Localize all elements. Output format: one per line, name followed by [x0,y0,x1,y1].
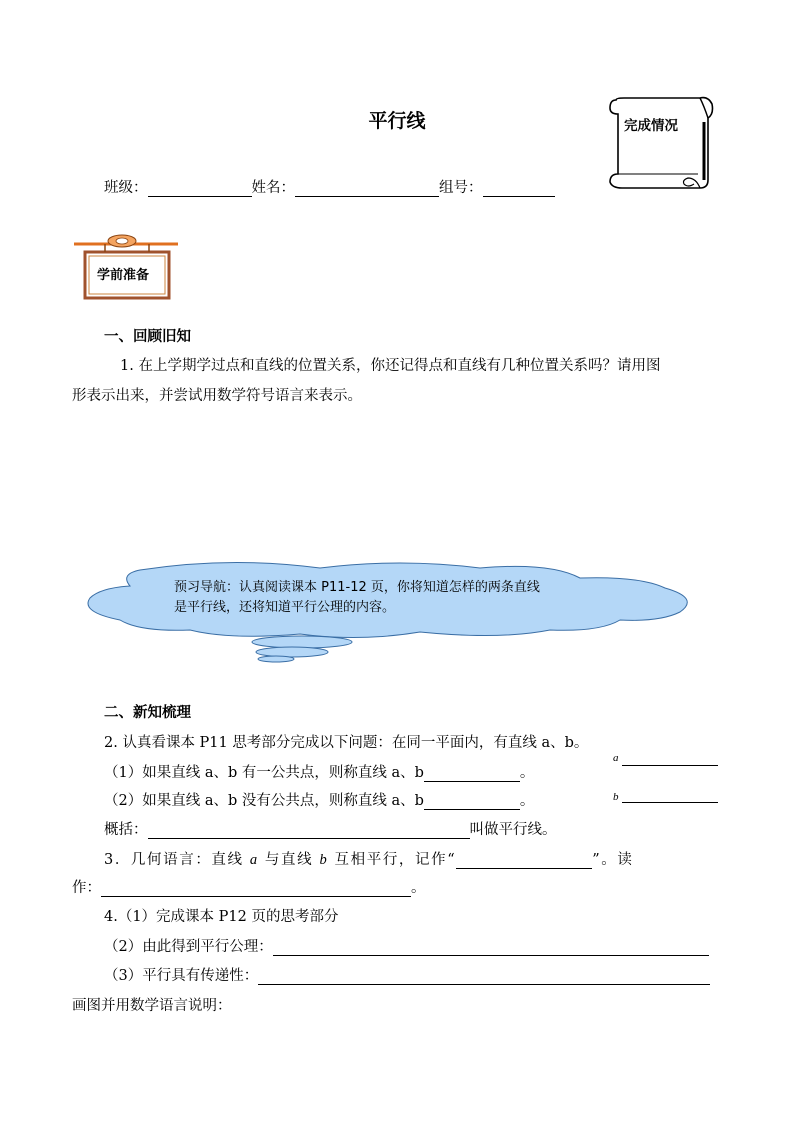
q4-2-blank[interactable] [273,939,709,956]
q2-1-blank[interactable] [424,765,520,782]
q3-start: 3．几何语言：直线 [104,852,244,868]
q4-text: 4.（1）完成课本 P12 页的思考部分 [104,909,339,925]
summary-blank[interactable] [148,822,470,839]
q2-2-text: （2）如果直线 a、b 没有公共点，则称直线 a、b [104,793,424,809]
line-b [622,802,718,803]
draw-instruction: 画图并用数学语言说明： [72,998,232,1014]
q2-1-text: （1）如果直线 a、b 有一公共点，则称直线 a、b [104,765,424,781]
cloud-line1: 预习导航：认真阅读课本 P11-12 页，你将知道怎样的两条直线 [174,580,540,595]
q3-read-row [72,876,426,897]
page-title: 平行线 [368,110,426,132]
q3-read: 作： [72,880,101,896]
q2-2-row [104,789,534,810]
scroll-label: 完成情况 [624,118,678,134]
class-blank[interactable] [148,180,252,197]
name-label: 姓名： [251,180,295,196]
line-a [622,765,718,766]
board-label: 学前准备 [97,268,150,283]
student-info-row [104,176,555,197]
q3-mid2: 互相平行，记作“ [334,852,457,868]
q2-1-period: 。 [519,765,535,781]
q1-line1: 1. 在上学期学过点和直线的位置关系，你还记得点和直线有几种位置关系吗？请用图 [120,358,661,374]
line-a-label: a [613,752,619,764]
q3-mid: 与直线 [264,852,314,868]
q3-a: a [249,852,259,868]
name-blank[interactable] [295,180,439,197]
summary-row [104,818,557,839]
prep-board [72,232,180,302]
section1-heading: 一、回顾旧知 [104,329,191,345]
summary-suffix: 叫做平行线。 [469,822,557,838]
q3-read-blank[interactable] [101,880,411,897]
summary-label: 概括： [104,822,148,838]
q3-row [104,848,633,869]
q3-b: b [319,852,329,868]
q4-3-blank[interactable] [258,968,710,985]
q3-read-period: 。 [411,880,426,896]
group-label: 组号： [439,180,483,196]
q2-1-row [104,761,534,782]
cloud-line2: 是平行线，还将知道平行公理的内容。 [174,600,396,615]
line-b-label: b [613,791,619,803]
q4-3-row [104,964,710,985]
q3-end: ”。读 [592,852,634,868]
q2-2-period: 。 [519,793,535,809]
q1-line2: 形表示出来，并尝试用数学符号语言来表示。 [72,388,362,404]
class-label: 班级： [104,180,148,196]
preview-cloud [80,560,700,665]
q2-2-blank[interactable] [424,793,520,810]
scroll-icon [604,92,716,192]
q4-2-row [104,935,709,956]
q2-text: 2. 认真看课本 P11 思考部分完成以下问题：在同一平面内，有直线 a、b。 [104,735,589,751]
q4-2-text: （2）由此得到平行公理： [104,939,273,955]
group-blank[interactable] [483,180,555,197]
q4-3-text: （3）平行具有传递性： [104,968,259,984]
completion-scroll [604,92,716,192]
q3-notation-blank[interactable] [456,852,592,869]
section2-heading: 二、新知梳理 [104,705,191,721]
